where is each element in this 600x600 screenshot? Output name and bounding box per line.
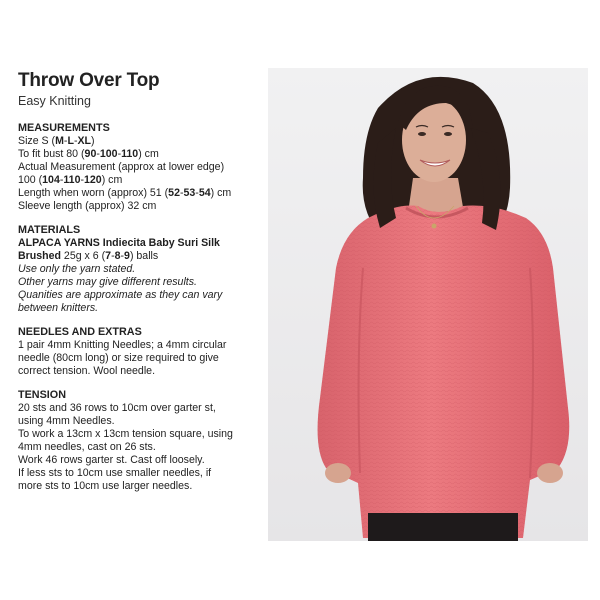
right-hand xyxy=(537,463,563,483)
trousers xyxy=(368,513,518,541)
materials-heading: MATERIALS xyxy=(18,224,81,236)
tension-line-7: more sts to 10cm use larger needles. xyxy=(18,480,193,492)
tension-line-4: 4mm needles, cast on 26 sts. xyxy=(18,441,156,453)
needles-line-3: correct tension. Wool needle. xyxy=(18,365,156,377)
yarn-note-2: Other yarns may give different results. xyxy=(18,276,197,288)
yarn-note-1: Use only the yarn stated. xyxy=(18,263,136,275)
materials-section xyxy=(18,223,268,315)
needles-section xyxy=(18,325,268,378)
tension-section xyxy=(18,388,268,493)
needles-heading: NEEDLES AND EXTRAS xyxy=(18,326,142,338)
bust-line: To fit bust 80 (90-100-110) cm xyxy=(18,148,159,160)
tension-line-6: If less sts to 10cm use smaller needles, if xyxy=(18,467,212,479)
tension-line-2: using 4mm Needles. xyxy=(18,415,115,427)
yarn-note-4: between knitters. xyxy=(18,302,99,314)
needles-line-1: 1 pair 4mm Knitting Needles; a 4mm circular xyxy=(18,339,227,351)
yarn-line-1: ALPACA YARNS Indiecita Baby Suri Silk xyxy=(18,237,220,249)
actual-measurement-label: Actual Measurement (approx at lower edge) xyxy=(18,161,225,173)
pattern-info-column xyxy=(18,70,268,493)
pattern-subtitle: Easy Knitting xyxy=(18,94,91,108)
measurements-section xyxy=(18,121,268,213)
tension-line-1: 20 sts and 36 rows to 10cm over garter st, xyxy=(18,402,216,414)
needles-line-2: needle (80cm long) or size required to give xyxy=(18,352,219,364)
tension-heading: TENSION xyxy=(18,389,66,401)
size-line: Size S (M-L-XL) xyxy=(18,135,95,147)
pattern-title: Throw Over Top xyxy=(18,70,160,91)
measurements-heading: MEASUREMENTS xyxy=(18,122,110,134)
yarn-note-3: Quanities are approximate as they can vary xyxy=(18,289,223,301)
left-hand xyxy=(325,463,351,483)
model-photo xyxy=(268,68,588,541)
length-line: Length when worn (approx) 51 (52-53-54) cm xyxy=(18,187,232,199)
tension-line-3: To work a 13cm x 13cm tension square, using xyxy=(18,428,233,440)
tension-line-5: Work 46 rows garter st. Cast off loosely. xyxy=(18,454,205,466)
yarn-line-2: Brushed 25g x 6 (7-8-9) balls xyxy=(18,250,159,262)
sleeve-line: Sleeve length (approx) 32 cm xyxy=(18,200,157,212)
model-wearing-pink-sweater-illustration xyxy=(268,68,588,541)
actual-measurement-line: 100 (104-110-120) cm xyxy=(18,174,123,186)
